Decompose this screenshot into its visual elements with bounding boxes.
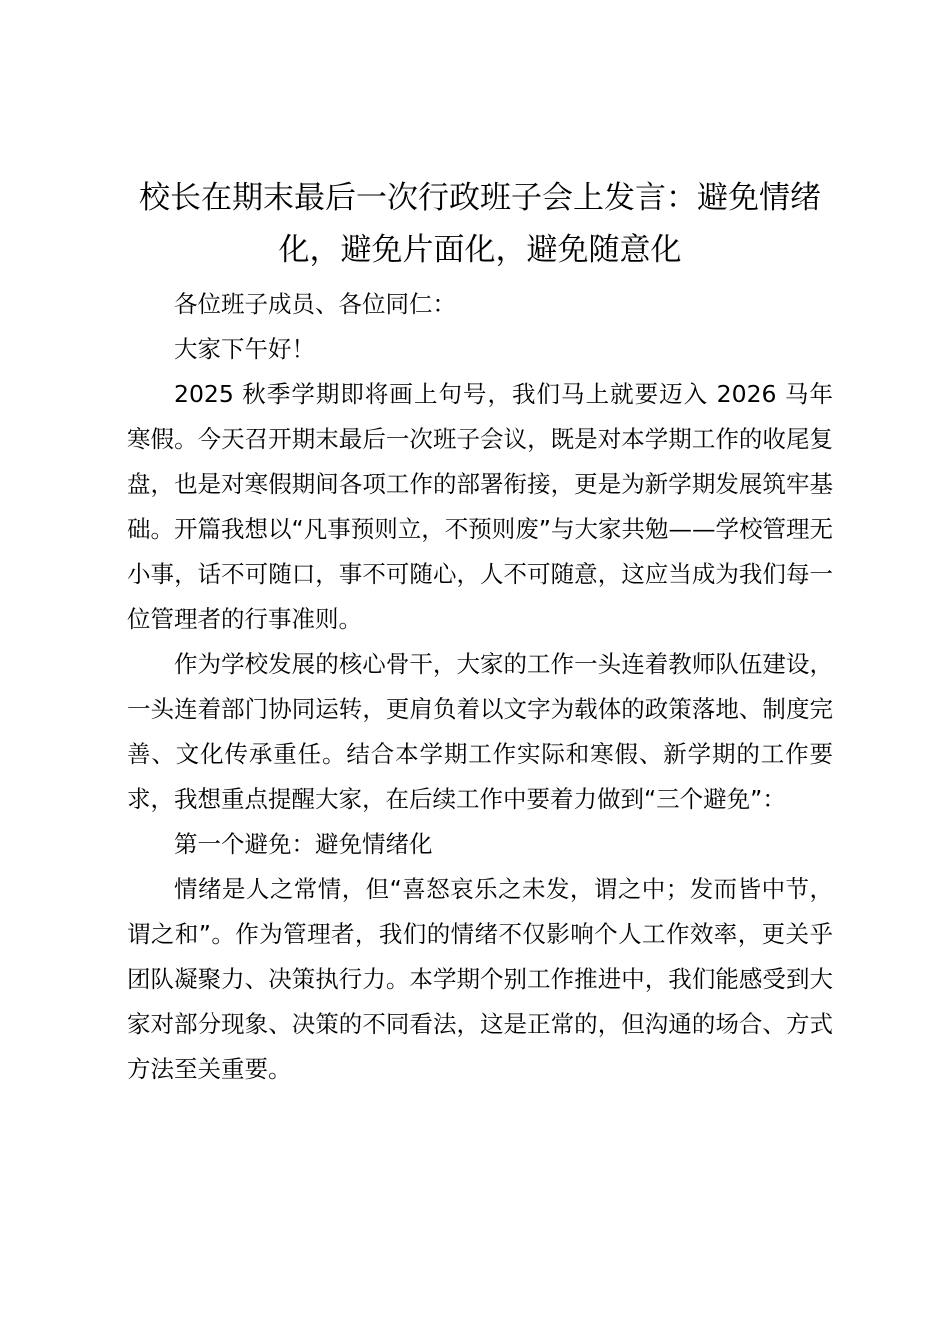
- paragraph-opening: 2025 秋季学期即将画上句号，我们马上就要迈入 2026 马年寒假。今天召开期末最后一次班子会议，既是对本学期工作的收尾复盘，也是对寒假期间各项工作的部署衔接，更是为新学期发展筑牢基础。开篇我想以“凡事预则立，不预则废”与大家共勉——学校管理无小事，话不可随口，事不可随心，人不可随意，这应当成为我们每一位管理者的行事准则。: [127, 380, 833, 633]
- paragraph-three-avoidances: 作为学校发展的核心骨干，大家的工作一头连着教师队伍建设，一头连着部门协同运转，更肩负着以文字为载体的政策落地、制度完善、文化传承重任。结合本学期工作实际和寒假、新学期的工作要求，我想重点提醒大家，在后续工作中要着力做到“三个避免”：: [127, 650, 833, 813]
- paragraph-greeting: 大家下午好！: [174, 335, 315, 363]
- document-title: 校长在期末最后一次行政班子会上发言：避免情绪化，避免片面化，避免随意化: [139, 180, 821, 268]
- document-page: [127, 172, 833, 1092]
- paragraph-emotions: 情绪是人之常情，但“喜怒哀乐之未发，谓之中；发而皆中节，谓之和”。作为管理者，我们的情绪不仅影响个人工作效率，更关乎团队凝聚力、决策执行力。本学期个别工作推进中，我们能感受到大家对部分现象、决策的不同看法，这是正常的，但沟通的场合、方式方法至关重要。: [127, 875, 833, 1083]
- section-heading-first-avoidance: 第一个避免：避免情绪化: [174, 830, 433, 858]
- paragraph-salutation: 各位班子成员、各位同仁：: [174, 290, 456, 318]
- document-body: [127, 282, 833, 1092]
